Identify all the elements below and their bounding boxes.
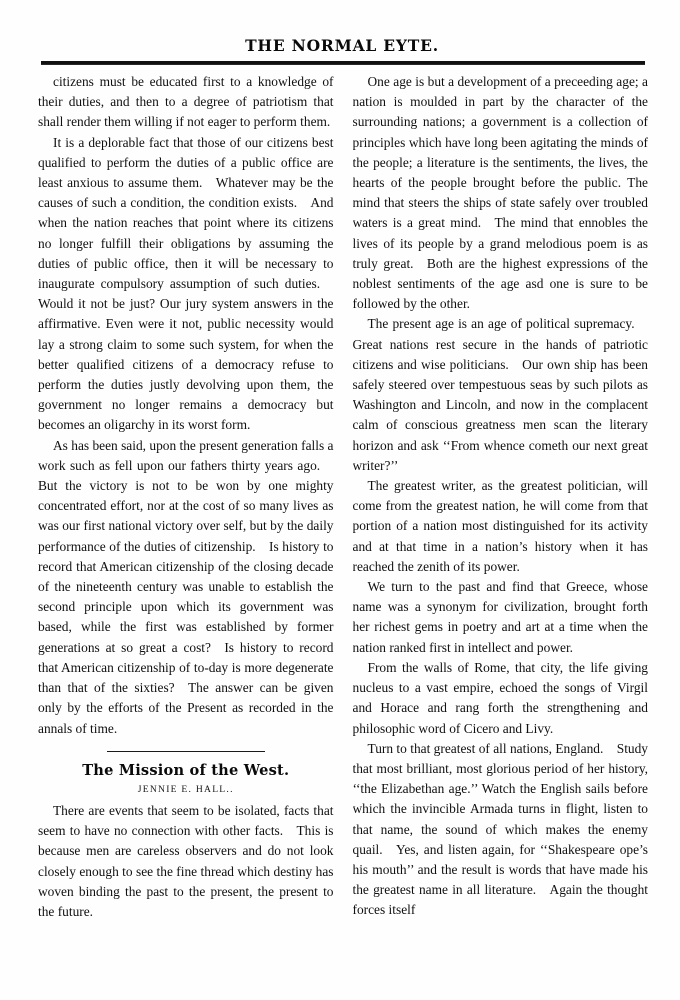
paragraph: From the walls of Rome, that city, the life giving nucleus to a vast empire, echoed the songs of Virgil and Horace and rang forth the strengthening and philosophic word of Cicero and Livy. — [352, 659, 648, 736]
paragraph: citizens must be educated first to a knowledge of their duties, and then to a degree of patriotism that shall render them willing if not eager to perform them. — [38, 74, 334, 130]
article-title: The Mission of the West. — [82, 761, 290, 779]
right-column — [353, 72, 649, 997]
paragraph: The present age is an age of political supremacy. Great nations rest secure in the hands of patriotic citizens and wise politicians. Our own ship has been safely steered over tempestuous seas by such pilots as Washington and Lincoln, and now in the complacent calm of conscious greatness men scan the literary horizon and ask ‘‘From whence cometh our next great writer?’’ — [352, 316, 648, 473]
paragraph: As has been said, upon the present generation falls a work such as fell upon our fathers thirty years ago. But the victory is not to be won by one mighty concentrated effort, nor at the cost of so many lives as was our first national victory over self, but by the daily performance of the duties of citizenship. Is history to record that American citizenship of the closing decade of the nineteenth century was unable to establish the second principle upon which its government was based, while the first was established by former generations at so great a cost? Is history to record that American citizenship of to-day is more degenerate than that of the sixties? The answer can be given only by the efforts of the Present as recorded in the annals of time. — [38, 437, 334, 736]
article-byline: JENNIE E. HALL.. — [137, 784, 234, 796]
paragraph: Turn to that greatest of all nations, England. Study that most brilliant, most glorious period of her history, ‘‘the Elizabethan age.’’ Watch the English sails before which the invincible Armada turns in flight, listen to that name, the sound of which makes the enemy quail. Yes, and listen again, for ‘‘Shakespeare ope’s his mouth’’ and the result is words that have made his the greatest name in all literature. Again the thought forces itself — [352, 740, 648, 918]
paragraph: We turn to the past and find that Greece, whose name was a synonym for civilization, brought forth her richest gems in poetry and art at a time when the nation ranked first in intellect and power. — [352, 579, 648, 655]
paragraph: There are events that seem to be isolated, facts that seem to have no connection with other facts. This is because men are careless observers and do not look closely enough to see the fine thread which destiny has woven binding the past to the present, the present to the future. — [38, 802, 334, 919]
left-column — [38, 72, 334, 997]
paragraph: It is a deplorable fact that those of our citizens best qualified to perform the duties of a public office are least anxious to assume them. Whatever may be the causes of such a condition, the condition exists. And when the nation reaches that point where its citizens no longer fulfill their obligations by assuming the duties of public office, then it will be necessary to inaugurate compulsory assumption of such duties. Would it not be just? Our jury system answers in the affirmative. Even were it not, public necessity would lay a strong claim to some such system, for when the better qualified citizens of a democracy refuse to perform the duties justly devolving upon them, the government no longer remains a democracy but becomes an oligarchy in its worst form. — [38, 134, 334, 433]
paragraph: The greatest writer, as the greatest politician, will come from the greatest nation, he will come from that portion of a nation most distinguished for its activity and at that time in a nation’s history when it has reached the zenith of its power. — [352, 478, 648, 574]
article-divider-rule — [107, 751, 265, 752]
publication-title: THE NORMAL EYTE. — [245, 36, 439, 55]
paragraph: One age is but a development of a preceeding age; a nation is moulded in part by the character of the surrounding nations; a government is a collection of principles which have long been agitating the minds of the people; a literature is the sentiments, the lives, the hearts of the people brought before the public. The mind that steers the ships of state safely over troubled waters is a great mind. The mind that ennobles the lives of its people by a grand melodious poem is as truly great. Both are the highest expressions of the noblest sentiments of the age asd one is sure to be followed by the other. — [352, 74, 648, 312]
header-divider-rule — [41, 61, 645, 65]
running-head — [38, 38, 646, 54]
body-columns — [38, 72, 648, 997]
